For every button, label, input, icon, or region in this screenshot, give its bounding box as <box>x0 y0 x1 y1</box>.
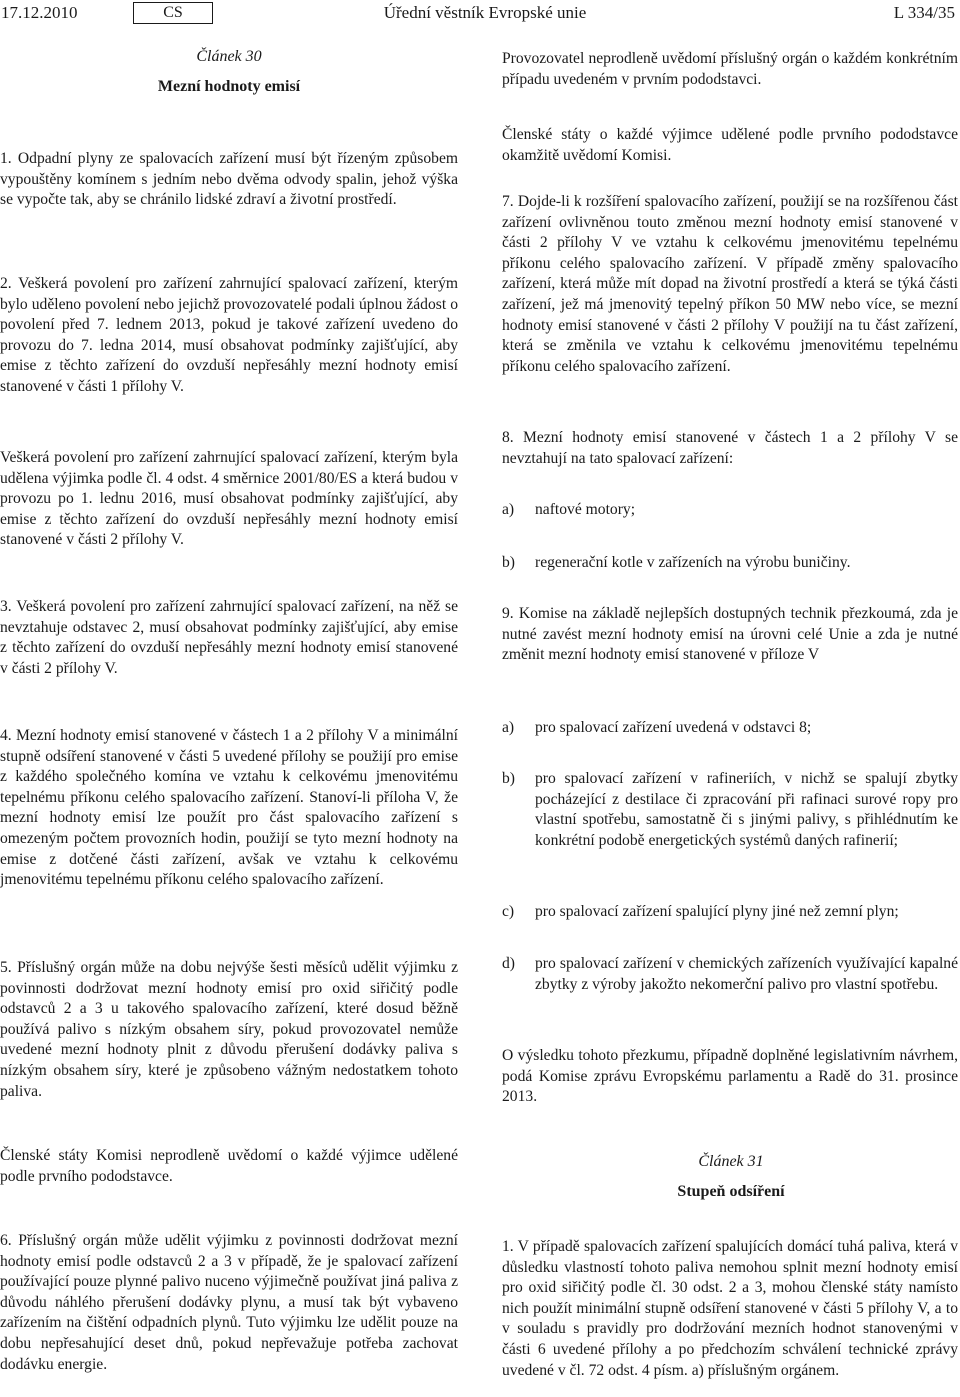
paragraph-1: 1. Odpadní plyny ze spalovacích zařízení musí být řízeným způsobem vypouštěny komínem s jedním nebo dvěma odvody spalin, jehož výška se vypočte tak, aby se chránilo lidské zdraví a životní prostředí. <box>0 150 458 209</box>
paragraph-5: 5. Příslušný orgán může na dobu nejvýše šesti měsíců udělit výjimku z povinnosti dodržovat mezní hodnoty emisí pro oxid siřičitý podle odstavců 2 a 3 u takového spalovacího zařízení, které dosud běžně používá palivo s nízkým obsahem síry, pokud provozovatel nemůže uvedené mezní hodnoty plnit z důvodu přerušení dodávky paliva s nízkým obsahem síry, které je způsobeno vážným nedostatkem tohoto paliva. <box>0 959 458 1100</box>
article-title: Mezní hodnoty emisí <box>157 78 301 95</box>
member-state-notice: Členské státy o každé výjimce udělené podle prvního pododstavce okamžitě uvědomí Komisi. <box>502 126 958 164</box>
list-text: pro spalovací zařízení v rafineriích, v nichž se spalují zbytky pocházející z destilace či zpracování při rafinaci surové ropy pro vlastní spotřebu, samostatně či s jinými palivy, s přihlédnutím ke konkrétní podobě energetických systémů daných rafinerií; <box>535 770 958 849</box>
list-label: b) <box>502 554 515 571</box>
article-31-heading <box>502 1151 960 1203</box>
paragraph-4: 4. Mezní hodnoty emisí stanovené v částech 1 a 2 přílohy V a minimální stupně odsíření stanovené v části 5 uvedené přílohy se použijí pro emise z každého společného komína ve vztahu k celkovému jmenovitému tepelnému příkonu celého spalovacího zařízení. Stanoví-li příloha V, že mezní hodnoty emisí lze použít pro část spalovacího zařízení s omezeným počtem provozních hodin, použijí se tyto mezní hodnoty na emise z dotčené části zařízení, avšak ve vztahu k celkovému jmenovitému tepelnému příkonu celého spalovacího zařízení. <box>0 727 458 889</box>
left-column <box>0 0 460 1397</box>
list-label: c) <box>502 903 515 920</box>
page-reference: L 334/35 <box>893 3 955 22</box>
article-title: Stupeň odsíření <box>677 1183 785 1200</box>
list-label: d) <box>502 955 515 972</box>
list-text: pro spalovací zařízení v chemických zařízeních využívající kapalné zbytky z výroby jakožto nekomerční palivo pro vlastní spotřebu. <box>535 955 958 993</box>
list-label: a) <box>502 719 515 736</box>
paragraph-6: 6. Příslušný orgán může udělit výjimku z povinnosti dodržovat mezní hodnoty emisí podle odstavců 2 a 3 v případě, že je spalovací zařízení používající pouze plynné palivo nuceno výjimečně používat jiná paliva z důvodu náhlého přerušení dodávky plynu, a musí tak být vybaveno zařízením na čištění odpadních plynů. Tuto výjimku lze udělit pouze na dobu nepřesahující deset dnů, pokud nepřevažuje potřeba zachovat dodávku energie. <box>0 1232 458 1373</box>
language-badge: CS <box>133 2 213 24</box>
paragraph-2: 2. Veškerá povolení pro zařízení zahrnující spalovací zařízení, kterým bylo uděleno povolení nebo jejichž provozovatelé podali úplnou žádost o povolení před 7. lednem 2013, pokud je takové zařízení uvedeno do provozu do 7. ledna 2014, musí obsahovat podmínky zajišťující, aby emise z těchto zařízení do ovzduší nepřesáhly mezní hodnoty emisí stanovené v části 1 přílohy V. <box>0 275 458 395</box>
journal-title: Úřední věstník Evropské unie <box>383 3 587 22</box>
list-text: pro spalovací zařízení uvedená v odstavci 8; <box>535 719 812 736</box>
right-column <box>502 0 960 1397</box>
article-30-heading <box>0 46 458 98</box>
paragraph-8: 8. Mezní hodnoty emisí stanovené v částech 1 a 2 přílohy V se nevztahují na tato spalovací zařízení: <box>502 429 958 467</box>
operator-notice: Provozovatel neprodleně uvědomí příslušný orgán o každém konkrétním případu uvedeném v prvním pododstavci. <box>502 50 958 88</box>
paragraph-2-subparagraph: Veškerá povolení pro zařízení zahrnující spalovací zařízení, kterým byla udělena výjimka podle čl. 4 odst. 4 směrnice 2001/80/ES a která budou v provozu po 1. lednu 2016, musí obsahovat podmínky zajišťující, aby emise z těchto zařízení do ovzduší nepřesáhly mezní hodnoty emisí stanovené v části 2 přílohy V. <box>0 449 458 549</box>
list-label: a) <box>502 501 515 518</box>
article-number: Článek 31 <box>698 1153 764 1170</box>
publication-date: 17.12.2010 <box>1 3 78 22</box>
list-text: naftové motory; <box>535 501 636 518</box>
paragraph-7: 7. Dojde-li k rozšíření spalovacího zařízení, použijí se na rozšířenou část zařízení ovlivněnou touto změnou mezní hodnoty emisí stanovené v části 2 přílohy V ve vztahu k celkovému jmenovitému tepelnému příkonu celého spalovacího zařízení. V případě změny spalovacího zařízení, která může mít dopad na životní prostředí a která se týká části zařízení, jež má jmenovitý tepelný příkon 50 MW nebo více, se mezní hodnoty emisí stanovené v části 2 přílohy V použijí na tu část zařízení, která se změnila ve vztahu k celkovému jmenovitému tepelnému příkonu celého spalovacího zařízení. <box>502 193 958 375</box>
review-report-paragraph: O výsledku tohoto přezkumu, případně doplněné legislativním návrhem, podá Komise zprávu Evropskému parlamentu a Radě do 31. prosince 2013. <box>502 1047 958 1106</box>
list-label: b) <box>502 770 515 787</box>
article-31-paragraph-1: 1. V případě spalovacích zařízení spalujících domácí tuhá paliva, která v důsledku vlastností tohoto paliva nemohou splnit mezní hodnoty emisí pro oxid siřičitý podle čl. 30 odst. 2 a 3, mohou členské státy namísto nich použít minimální stupně odsíření stanovené v části 5 přílohy V, a to v souladu s pravidly pro dodržování mezních hodnot stanovenými v části 6 uvedené přílohy a po předchozím schválení technické zprávy uvedené v čl. 72 odst. 4 písm. a) příslušným orgánem. <box>502 1238 958 1379</box>
paragraph-3: 3. Veškerá povolení pro zařízení zahrnující spalovací zařízení, na něž se nevztahuje odstavec 2, musí obsahovat podmínky zajišťující, aby emise z těchto zařízení do ovzduší nepřesáhly mezní hodnoty emisí stanovené v části 2 přílohy V. <box>0 598 458 677</box>
list-text: regenerační kotle v zařízeních na výrobu buničiny. <box>535 554 851 571</box>
list-text: pro spalovací zařízení spalující plyny jiné než zemní plyn; <box>535 903 899 920</box>
paragraph-5-subparagraph: Členské státy Komisi neprodleně uvědomí o každé výjimce udělené podle prvního pododstavce. <box>0 1147 458 1185</box>
paragraph-9: 9. Komise na základě nejlepších dostupných technik přezkoumá, zda je nutné zavést mezní hodnoty emisí na úrovni celé Unie a zda je nutné změnit mezní hodnoty emisí stanovené v příloze V <box>502 605 958 664</box>
article-number: Článek 30 <box>196 48 262 65</box>
